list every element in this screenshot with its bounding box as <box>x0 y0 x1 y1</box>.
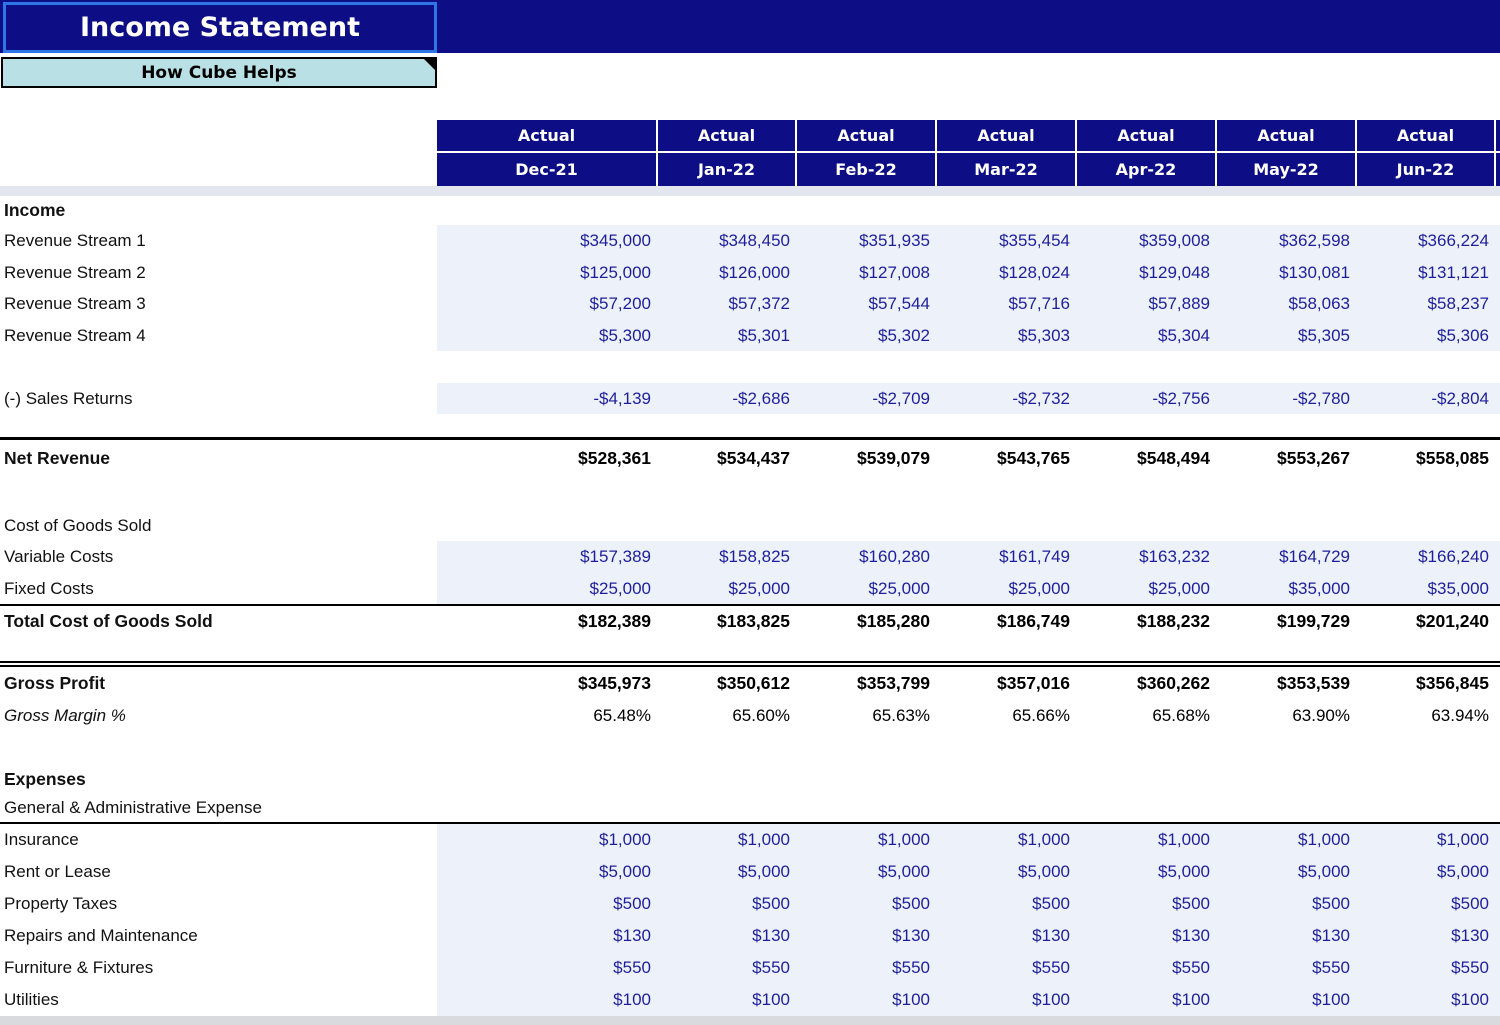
cell-total-cost-of-goods-sold-jan-22[interactable]: $183,825 <box>717 611 790 631</box>
cell-rent-or-lease-may-22[interactable]: $5,000 <box>1298 862 1350 881</box>
cell-net-revenue-feb-22[interactable]: $539,079 <box>857 448 930 468</box>
row-values <box>437 541 1500 573</box>
cell-repairs-and-maintenance-jun-22[interactable]: $130 <box>1451 926 1489 945</box>
cell-property-taxes-may-22[interactable]: $500 <box>1312 894 1350 913</box>
row-revenue-stream-1 <box>0 225 1500 257</box>
row-values <box>437 794 1500 822</box>
cell-sales-returns-dec-21[interactable]: -$4,139 <box>593 388 651 408</box>
row-label-empty <box>0 414 437 437</box>
scenario-header-jun-22[interactable]: Actual <box>1357 120 1496 153</box>
cell-total-cost-of-goods-sold-jun-22[interactable]: $201,240 <box>1416 611 1489 631</box>
spacer-row <box>0 637 1500 661</box>
cell-fixed-costs-apr-22[interactable]: $25,000 <box>1148 578 1210 598</box>
month-header-feb-22[interactable]: Feb-22 <box>797 153 937 186</box>
cell-revenue-stream-4-feb-22[interactable]: $5,302 <box>878 325 930 345</box>
row-general-administrative-expense <box>0 794 1500 824</box>
cell-property-taxes-jan-22[interactable]: $500 <box>752 894 790 913</box>
cell-revenue-stream-3-feb-22[interactable]: $57,544 <box>868 294 930 313</box>
month-header-may-22[interactable]: May-22 <box>1217 153 1357 186</box>
row-cost-of-goods-sold <box>0 510 1500 541</box>
month-header-jun-22[interactable]: Jun-22 <box>1357 153 1496 186</box>
cell-revenue-stream-3-dec-21[interactable]: $57,200 <box>589 294 651 313</box>
cell-repairs-and-maintenance-jan-22[interactable]: $130 <box>752 926 790 945</box>
row-label-rent-or-lease[interactable]: Rent or Lease <box>4 862 111 881</box>
cell-net-revenue-jan-22[interactable]: $534,437 <box>717 448 790 468</box>
spacer-row <box>0 351 1500 383</box>
cell-total-cost-of-goods-sold-feb-22[interactable]: $185,280 <box>857 611 930 631</box>
header-filler <box>1496 120 1500 153</box>
row-label-variable-costs[interactable]: Variable Costs <box>4 547 114 566</box>
row-values <box>437 351 1500 383</box>
cell-rent-or-lease-jun-22[interactable]: $5,000 <box>1437 862 1489 881</box>
cell-revenue-stream-4-jun-22[interactable]: $5,306 <box>1437 325 1489 345</box>
row-values <box>437 477 1500 510</box>
cell-utilities-jun-22[interactable]: $100 <box>1451 990 1489 1009</box>
cell-revenue-stream-3-apr-22[interactable]: $57,889 <box>1148 294 1210 313</box>
month-header-mar-22[interactable]: Mar-22 <box>937 153 1077 186</box>
cell-rent-or-lease-feb-22[interactable]: $5,000 <box>878 862 930 881</box>
cell-gross-margin-dec-21[interactable]: 65.48% <box>593 705 651 725</box>
cell-insurance-feb-22[interactable]: $1,000 <box>878 830 930 849</box>
row-values <box>437 320 1500 351</box>
row-values <box>437 856 1500 888</box>
row-label-revenue-stream-1[interactable]: Revenue Stream 1 <box>4 231 146 250</box>
cell-insurance-apr-22[interactable]: $1,000 <box>1158 830 1210 849</box>
row-label-revenue-stream-4[interactable]: Revenue Stream 4 <box>4 325 146 345</box>
cell-furniture-fixtures-feb-22[interactable]: $550 <box>892 958 930 977</box>
cell-net-revenue-apr-22[interactable]: $548,494 <box>1137 448 1210 468</box>
month-header-apr-22[interactable]: Apr-22 <box>1077 153 1217 186</box>
row-label-furniture-fixtures[interactable]: Furniture & Fixtures <box>4 958 154 977</box>
row-values <box>437 510 1500 541</box>
cell-revenue-stream-2-dec-21[interactable]: $125,000 <box>580 262 651 282</box>
row-label-expenses[interactable]: Expenses <box>4 768 86 789</box>
cell-rent-or-lease-dec-21[interactable]: $5,000 <box>599 862 651 881</box>
spacer-row <box>0 414 1500 437</box>
cell-furniture-fixtures-may-22[interactable]: $550 <box>1312 958 1350 977</box>
cell-furniture-fixtures-mar-22[interactable]: $550 <box>1032 958 1070 977</box>
row-values <box>437 196 1500 225</box>
row-values <box>437 952 1500 984</box>
cell-utilities-jan-22[interactable]: $100 <box>752 990 790 1009</box>
sheet-tab-label: How Cube Helps <box>141 62 297 83</box>
row-values <box>437 573 1500 604</box>
cell-gross-margin-jun-22[interactable]: 63.94% <box>1431 705 1489 725</box>
cell-revenue-stream-1-jan-22[interactable]: $348,450 <box>719 231 790 250</box>
cell-revenue-stream-4-apr-22[interactable]: $5,304 <box>1158 325 1210 345</box>
cell-insurance-mar-22[interactable]: $1,000 <box>1018 830 1070 849</box>
row-label-empty <box>0 637 437 661</box>
column-headers <box>437 120 1500 186</box>
row-values <box>437 667 1500 700</box>
cell-variable-costs-may-22[interactable]: $164,729 <box>1279 547 1350 566</box>
cell-property-taxes-jun-22[interactable]: $500 <box>1451 894 1489 913</box>
cell-sales-returns-jan-22[interactable]: -$2,686 <box>732 388 790 408</box>
cell-rent-or-lease-apr-22[interactable]: $5,000 <box>1158 862 1210 881</box>
cell-repairs-and-maintenance-apr-22[interactable]: $130 <box>1172 926 1210 945</box>
scenario-header-dec-21[interactable]: Actual <box>437 120 658 153</box>
cell-variable-costs-mar-22[interactable]: $161,749 <box>999 547 1070 566</box>
row-values <box>437 225 1500 257</box>
cell-revenue-stream-1-dec-21[interactable]: $345,000 <box>580 231 651 250</box>
cell-net-revenue-jun-22[interactable]: $558,085 <box>1416 448 1489 468</box>
row-values <box>437 920 1500 952</box>
row-net-revenue <box>0 437 1500 477</box>
cell-revenue-stream-2-feb-22[interactable]: $127,008 <box>859 262 930 282</box>
cell-gross-margin-may-22[interactable]: 63.90% <box>1292 705 1350 725</box>
cell-repairs-and-maintenance-may-22[interactable]: $130 <box>1312 926 1350 945</box>
row-furniture-fixtures <box>0 952 1500 984</box>
cell-insurance-jun-22[interactable]: $1,000 <box>1437 830 1489 849</box>
cell-property-taxes-feb-22[interactable]: $500 <box>892 894 930 913</box>
row-gross-profit <box>0 661 1500 700</box>
row-label-gross-margin[interactable]: Gross Margin % <box>4 705 126 725</box>
cell-sales-returns-jun-22[interactable]: -$2,804 <box>1431 388 1489 408</box>
row-label-sales-returns[interactable]: (-) Sales Returns <box>4 388 133 408</box>
scenario-header-apr-22[interactable]: Actual <box>1077 120 1217 153</box>
cell-revenue-stream-1-mar-22[interactable]: $355,454 <box>999 231 1070 250</box>
cell-revenue-stream-4-may-22[interactable]: $5,305 <box>1298 325 1350 345</box>
cell-revenue-stream-2-mar-22[interactable]: $128,024 <box>999 262 1070 282</box>
row-total-cost-of-goods-sold <box>0 604 1500 637</box>
row-values <box>437 888 1500 920</box>
month-header-jan-22[interactable]: Jan-22 <box>658 153 797 186</box>
header-divider-strip <box>0 186 1500 196</box>
cell-gross-margin-apr-22[interactable]: 65.68% <box>1152 705 1210 725</box>
cell-fixed-costs-feb-22[interactable]: $25,000 <box>868 578 930 598</box>
cell-variable-costs-dec-21[interactable]: $157,389 <box>580 547 651 566</box>
cell-utilities-mar-22[interactable]: $100 <box>1032 990 1070 1009</box>
cell-gross-profit-may-22[interactable]: $353,539 <box>1277 673 1350 693</box>
cell-variable-costs-apr-22[interactable]: $163,232 <box>1139 547 1210 566</box>
row-revenue-stream-4 <box>0 320 1500 351</box>
cell-variable-costs-feb-22[interactable]: $160,280 <box>859 547 930 566</box>
cell-gross-profit-jun-22[interactable]: $356,845 <box>1416 673 1489 693</box>
cell-revenue-stream-2-jun-22[interactable]: $131,121 <box>1418 262 1489 282</box>
row-label-repairs-and-maintenance[interactable]: Repairs and Maintenance <box>4 926 198 945</box>
row-repairs-and-maintenance <box>0 920 1500 952</box>
cell-revenue-stream-3-may-22[interactable]: $58,063 <box>1288 294 1350 313</box>
cell-sales-returns-mar-22[interactable]: -$2,732 <box>1012 388 1070 408</box>
cell-property-taxes-mar-22[interactable]: $500 <box>1032 894 1070 913</box>
row-values <box>437 383 1500 414</box>
row-label-revenue-stream-3[interactable]: Revenue Stream 3 <box>4 294 146 313</box>
sheet-tab-how-cube-helps[interactable] <box>1 57 437 88</box>
cell-gross-margin-feb-22[interactable]: 65.63% <box>872 705 930 725</box>
cell-furniture-fixtures-jan-22[interactable]: $550 <box>752 958 790 977</box>
row-label-cost-of-goods-sold[interactable]: Cost of Goods Sold <box>4 515 152 535</box>
row-values <box>437 257 1500 288</box>
cell-fixed-costs-dec-21[interactable]: $25,000 <box>589 578 651 598</box>
row-label-income[interactable]: Income <box>4 200 66 220</box>
header-filler <box>1496 153 1500 186</box>
row-label-total-cost-of-goods-sold[interactable]: Total Cost of Goods Sold <box>4 611 213 631</box>
row-rent-or-lease <box>0 856 1500 888</box>
row-label-empty <box>0 731 437 764</box>
scenario-header-mar-22[interactable]: Actual <box>937 120 1077 153</box>
cell-revenue-stream-1-jun-22[interactable]: $366,224 <box>1418 231 1489 250</box>
cell-net-revenue-mar-22[interactable]: $543,765 <box>997 448 1070 468</box>
title-bar <box>0 0 1500 53</box>
row-label-property-taxes[interactable]: Property Taxes <box>4 894 118 913</box>
row-gross-margin <box>0 700 1500 731</box>
row-utilities <box>0 984 1500 1016</box>
row-label-utilities[interactable]: Utilities <box>4 990 59 1009</box>
cell-variable-costs-jan-22[interactable]: $158,825 <box>719 547 790 566</box>
cell-total-cost-of-goods-sold-mar-22[interactable]: $186,749 <box>997 611 1070 631</box>
cell-variable-costs-jun-22[interactable]: $166,240 <box>1418 547 1489 566</box>
cell-revenue-stream-4-dec-21[interactable]: $5,300 <box>599 325 651 345</box>
row-values <box>437 606 1500 637</box>
cell-revenue-stream-4-jan-22[interactable]: $5,301 <box>738 325 790 345</box>
row-values <box>437 637 1500 661</box>
cell-revenue-stream-3-jun-22[interactable]: $58,237 <box>1427 294 1489 313</box>
row-property-taxes <box>0 888 1500 920</box>
cell-insurance-jan-22[interactable]: $1,000 <box>738 830 790 849</box>
cell-gross-margin-mar-22[interactable]: 65.66% <box>1012 705 1070 725</box>
row-values <box>437 700 1500 731</box>
page-title: Income Statement <box>3 2 437 53</box>
row-label-insurance[interactable]: Insurance <box>4 830 79 849</box>
row-values <box>437 731 1500 764</box>
cell-total-cost-of-goods-sold-may-22[interactable]: $199,729 <box>1277 611 1350 631</box>
row-revenue-stream-2 <box>0 257 1500 288</box>
cell-furniture-fixtures-jun-22[interactable]: $550 <box>1451 958 1489 977</box>
cell-revenue-stream-2-apr-22[interactable]: $129,048 <box>1139 262 1210 282</box>
row-insurance <box>0 824 1500 856</box>
cell-furniture-fixtures-dec-21[interactable]: $550 <box>613 958 651 977</box>
cell-gross-profit-dec-21[interactable]: $345,973 <box>578 673 651 693</box>
row-values <box>437 984 1500 1016</box>
cell-rent-or-lease-mar-22[interactable]: $5,000 <box>1018 862 1070 881</box>
cell-fixed-costs-may-22[interactable]: $35,000 <box>1288 578 1350 598</box>
cell-rent-or-lease-jan-22[interactable]: $5,000 <box>738 862 790 881</box>
cell-revenue-stream-3-jan-22[interactable]: $57,372 <box>728 294 790 313</box>
row-label-empty <box>0 477 437 510</box>
row-label-empty <box>0 351 437 383</box>
cell-net-revenue-may-22[interactable]: $553,267 <box>1277 448 1350 468</box>
row-revenue-stream-3 <box>0 288 1500 320</box>
cell-utilities-dec-21[interactable]: $100 <box>613 990 651 1009</box>
cell-gross-profit-apr-22[interactable]: $360,262 <box>1137 673 1210 693</box>
cell-fixed-costs-jun-22[interactable]: $35,000 <box>1427 578 1489 598</box>
tab-fold-corner-icon <box>422 57 437 72</box>
row-values <box>437 764 1500 794</box>
row-values <box>437 414 1500 437</box>
row-label-revenue-stream-2[interactable]: Revenue Stream 2 <box>4 262 146 282</box>
scenario-header-may-22[interactable]: Actual <box>1217 120 1357 153</box>
cell-revenue-stream-2-jan-22[interactable]: $126,000 <box>719 262 790 282</box>
spacer-row <box>0 477 1500 510</box>
row-fixed-costs <box>0 573 1500 604</box>
cell-gross-margin-jan-22[interactable]: 65.60% <box>732 705 790 725</box>
cell-revenue-stream-1-apr-22[interactable]: $359,008 <box>1139 231 1210 250</box>
cell-utilities-apr-22[interactable]: $100 <box>1172 990 1210 1009</box>
cell-revenue-stream-2-may-22[interactable]: $130,081 <box>1279 262 1350 282</box>
row-income <box>0 196 1500 225</box>
row-values <box>437 824 1500 856</box>
cell-insurance-dec-21[interactable]: $1,000 <box>599 830 651 849</box>
cell-revenue-stream-4-mar-22[interactable]: $5,303 <box>1018 325 1070 345</box>
cell-repairs-and-maintenance-dec-21[interactable]: $130 <box>613 926 651 945</box>
month-header-dec-21[interactable]: Dec-21 <box>437 153 658 186</box>
cell-sales-returns-feb-22[interactable]: -$2,709 <box>872 388 930 408</box>
cell-revenue-stream-3-mar-22[interactable]: $57,716 <box>1008 294 1070 313</box>
row-expenses <box>0 764 1500 794</box>
cell-revenue-stream-1-feb-22[interactable]: $351,935 <box>859 231 930 250</box>
cell-fixed-costs-jan-22[interactable]: $25,000 <box>728 578 790 598</box>
cell-total-cost-of-goods-sold-dec-21[interactable]: $182,389 <box>578 611 651 631</box>
cell-sales-returns-may-22[interactable]: -$2,780 <box>1292 388 1350 408</box>
row-label-gross-profit[interactable]: Gross Profit <box>4 673 106 693</box>
cell-repairs-and-maintenance-mar-22[interactable]: $130 <box>1032 926 1070 945</box>
cell-property-taxes-apr-22[interactable]: $500 <box>1172 894 1210 913</box>
row-variable-costs <box>0 541 1500 573</box>
row-label-general-administrative-expense[interactable]: General & Administrative Expense <box>4 798 262 817</box>
cell-fixed-costs-mar-22[interactable]: $25,000 <box>1008 578 1070 598</box>
cell-utilities-may-22[interactable]: $100 <box>1312 990 1350 1009</box>
row-label-net-revenue[interactable]: Net Revenue <box>4 448 111 468</box>
row-values <box>437 288 1500 320</box>
cell-utilities-feb-22[interactable]: $100 <box>892 990 930 1009</box>
income-statement-table <box>0 196 1500 1016</box>
cell-insurance-may-22[interactable]: $1,000 <box>1298 830 1350 849</box>
row-sales-returns <box>0 383 1500 414</box>
cell-furniture-fixtures-apr-22[interactable]: $550 <box>1172 958 1210 977</box>
spacer-row <box>0 731 1500 764</box>
cell-sales-returns-apr-22[interactable]: -$2,756 <box>1152 388 1210 408</box>
row-label-fixed-costs[interactable]: Fixed Costs <box>4 578 94 598</box>
cell-revenue-stream-1-may-22[interactable]: $362,598 <box>1279 231 1350 250</box>
cell-total-cost-of-goods-sold-apr-22[interactable]: $188,232 <box>1137 611 1210 631</box>
bottom-strip <box>0 1016 1500 1025</box>
cell-repairs-and-maintenance-feb-22[interactable]: $130 <box>892 926 930 945</box>
cell-gross-profit-mar-22[interactable]: $357,016 <box>997 673 1070 693</box>
cell-gross-profit-feb-22[interactable]: $353,799 <box>857 673 930 693</box>
cell-gross-profit-jan-22[interactable]: $350,612 <box>717 673 790 693</box>
cell-net-revenue-dec-21[interactable]: $528,361 <box>578 448 651 468</box>
row-values <box>437 440 1500 477</box>
scenario-header-jan-22[interactable]: Actual <box>658 120 797 153</box>
cell-property-taxes-dec-21[interactable]: $500 <box>613 894 651 913</box>
scenario-header-feb-22[interactable]: Actual <box>797 120 937 153</box>
